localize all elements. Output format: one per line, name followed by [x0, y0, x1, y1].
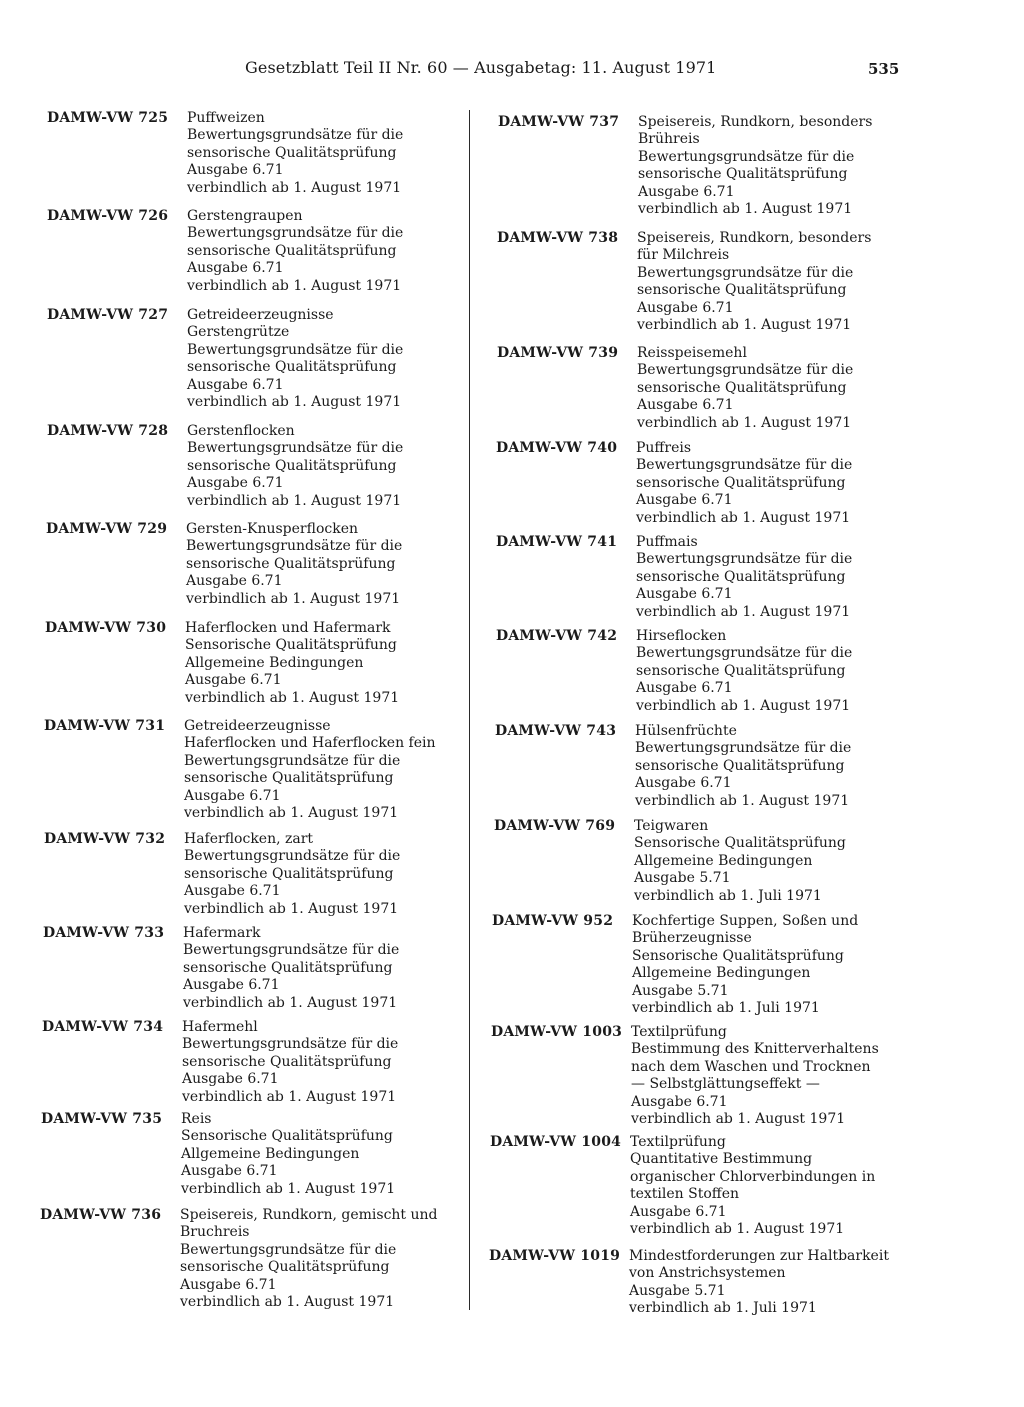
- entry-line: Ausgabe 5.71: [634, 870, 731, 887]
- entry-line: Bewertungsgrundsätze für die: [187, 341, 404, 358]
- entry-title: Haferflocken und Hafermark: [185, 620, 391, 636]
- entry-line: sensorische Qualitätsprüfung: [637, 379, 847, 396]
- entry-code: DAMW-VW 1004: [490, 1134, 622, 1150]
- page-header: [0, 56, 1024, 86]
- entry-title: Gerstenflocken: [187, 423, 295, 439]
- entry-code: DAMW-VW 730: [45, 620, 167, 636]
- entry-title: Hafermehl: [182, 1019, 258, 1035]
- entry-line: verbindlich ab 1. August 1971: [186, 590, 401, 607]
- entry-code: DAMW-VW 727: [47, 307, 169, 323]
- entry-line: verbindlich ab 1. August 1971: [638, 201, 853, 218]
- entry-title: Speisereis, Rundkorn, besonders: [638, 114, 873, 130]
- entry-description: [186, 521, 476, 608]
- entry-title: Puffreis: [636, 440, 692, 456]
- entry-line: verbindlich ab 1. August 1971: [185, 689, 400, 706]
- entry-description: [632, 913, 932, 1017]
- entry-line: Bewertungsgrundsätze für die: [638, 148, 855, 165]
- entry-line: verbindlich ab 1. August 1971: [187, 179, 402, 196]
- entry-title: Hülsenfrüchte: [635, 723, 737, 739]
- entry-line: Bewertungsgrundsätze für die: [184, 848, 401, 865]
- entry-line: Allgemeine Bedingungen: [632, 965, 811, 982]
- entry-line: Ausgabe 5.71: [629, 1282, 726, 1299]
- entry-code: DAMW-VW 734: [42, 1019, 164, 1035]
- entry-title: Textilprüfung: [631, 1024, 727, 1040]
- entry-line: Ausgabe 6.71: [184, 883, 281, 900]
- entry-description: [187, 307, 477, 411]
- entry-line: Ausgabe 6.71: [185, 672, 282, 689]
- entry-line: Bewertungsgrundsätze für die: [637, 362, 854, 379]
- entry-description: [184, 831, 474, 918]
- entry-title: Gersten-Knusperflocken: [186, 521, 359, 537]
- entry-line: von Anstrichsystemen: [629, 1265, 786, 1282]
- entry-description: [637, 230, 937, 334]
- entry-title: Reis: [181, 1111, 212, 1127]
- entry-line: Sensorische Qualitätsprüfung: [634, 835, 846, 852]
- entry-line: Ausgabe 6.71: [187, 475, 284, 492]
- entry-code: DAMW-VW 740: [496, 440, 618, 456]
- entry-description: [630, 1134, 930, 1238]
- entry-line: Ausgabe 6.71: [636, 492, 733, 509]
- entry-line: Ausgabe 6.71: [182, 1071, 279, 1088]
- entry-code: DAMW-VW 735: [41, 1111, 163, 1127]
- entry-line: Quantitative Bestimmung: [630, 1151, 813, 1168]
- entry-line: Bewertungsgrundsätze für die: [184, 752, 401, 769]
- entry-line: Bestimmung des Knitterverhaltens: [631, 1041, 879, 1058]
- entry-line: verbindlich ab 1. August 1971: [184, 805, 399, 822]
- entry-line: verbindlich ab 1. August 1971: [187, 277, 402, 294]
- entry-description: [187, 208, 477, 295]
- entry-line: Bewertungsgrundsätze für die: [636, 645, 853, 662]
- entry-description: [631, 1024, 931, 1128]
- entry-code: DAMW-VW 1019: [489, 1248, 621, 1264]
- entry-line: organischer Chlorverbindungen in: [630, 1168, 876, 1185]
- entry-title: Mindestforderungen zur Haltbarkeit: [629, 1248, 889, 1264]
- entry-line: verbindlich ab 1. August 1971: [637, 414, 852, 431]
- entry-line: verbindlich ab 1. August 1971: [636, 509, 851, 526]
- entry-code: DAMW-VW 1003: [491, 1024, 623, 1040]
- entry-line: sensorische Qualitätsprüfung: [184, 865, 394, 882]
- entry-line: sensorische Qualitätsprüfung: [183, 959, 393, 976]
- entry-line: nach dem Waschen und Trocknen: [631, 1058, 871, 1075]
- entry-title: Kochfertige Suppen, Soßen und: [632, 913, 859, 929]
- header-title: Gesetzblatt Teil II Nr. 60 — Ausgabetag: 11. August 1971: [245, 58, 717, 77]
- entry-title: Gerstengraupen: [187, 208, 303, 224]
- entry-line: Bewertungsgrundsätze für die: [636, 457, 853, 474]
- entry-line: Bewertungsgrundsätze für die: [637, 264, 854, 281]
- entry-description: [636, 440, 936, 527]
- entry-line: verbindlich ab 1. August 1971: [184, 900, 399, 917]
- entry-line: Gerstengrütze: [187, 324, 290, 341]
- entry-description: [629, 1248, 929, 1318]
- entry-description: [185, 620, 475, 707]
- entry-line: verbindlich ab 1. August 1971: [637, 317, 852, 334]
- entry-line: Allgemeine Bedingungen: [185, 654, 364, 671]
- entry-code: DAMW-VW 729: [46, 521, 168, 537]
- entry-line: Allgemeine Bedingungen: [634, 852, 813, 869]
- entry-description: [635, 723, 935, 810]
- entry-line: Bewertungsgrundsätze für die: [636, 551, 853, 568]
- entry-code: DAMW-VW 728: [47, 423, 169, 439]
- entry-line: verbindlich ab 1. August 1971: [636, 697, 851, 714]
- entry-description: [636, 534, 936, 621]
- entry-line: Bewertungsgrundsätze für die: [187, 127, 404, 144]
- entry-line: Bewertungsgrundsätze für die: [182, 1036, 399, 1053]
- entry-line: Bewertungsgrundsätze für die: [183, 942, 400, 959]
- entry-line: Ausgabe 6.71: [631, 1093, 728, 1110]
- entry-line: Ausgabe 6.71: [180, 1276, 277, 1293]
- entry-line: Bewertungsgrundsätze für die: [186, 538, 403, 555]
- entry-line: verbindlich ab 1. Juli 1971: [632, 1000, 820, 1017]
- entry-line: verbindlich ab 1. August 1971: [181, 1180, 396, 1197]
- entry-code: DAMW-VW 736: [40, 1207, 162, 1223]
- entry-description: [637, 345, 937, 432]
- entry-line: Ausgabe 5.71: [632, 982, 729, 999]
- entry-line: — Selbstglättungseffekt —: [631, 1076, 820, 1093]
- entry-line: sensorische Qualitätsprüfung: [636, 474, 846, 491]
- entry-line: Ausgabe 6.71: [186, 573, 283, 590]
- entry-line: verbindlich ab 1. August 1971: [187, 492, 402, 509]
- entry-description: [634, 818, 934, 905]
- entry-line: verbindlich ab 1. August 1971: [182, 1088, 397, 1105]
- entry-title: Hirseflocken: [636, 628, 727, 644]
- entry-description: [182, 1019, 472, 1106]
- entry-code: DAMW-VW 733: [43, 925, 165, 941]
- entry-line: Ausgabe 6.71: [636, 680, 733, 697]
- entry-line: Ausgabe 6.71: [638, 183, 735, 200]
- entry-line: Ausgabe 6.71: [187, 260, 284, 277]
- entry-title: Speisereis, Rundkorn, besonders: [637, 230, 872, 246]
- entry-line: Brühreis: [638, 131, 700, 148]
- entry-code: DAMW-VW 952: [492, 913, 614, 929]
- entry-description: [638, 114, 938, 218]
- entry-line: sensorische Qualitätsprüfung: [636, 662, 846, 679]
- entry-code: DAMW-VW 738: [497, 230, 619, 246]
- entry-line: für Milchreis: [637, 247, 730, 264]
- entry-code: DAMW-VW 769: [494, 818, 616, 834]
- entry-code: DAMW-VW 739: [497, 345, 619, 361]
- entry-line: Ausgabe 6.71: [635, 775, 732, 792]
- entry-line: verbindlich ab 1. August 1971: [635, 792, 850, 809]
- entry-line: Allgemeine Bedingungen: [181, 1145, 360, 1162]
- entry-line: sensorische Qualitätsprüfung: [187, 457, 397, 474]
- entry-code: DAMW-VW 737: [498, 114, 620, 130]
- entry-code: DAMW-VW 732: [44, 831, 166, 847]
- entry-code: DAMW-VW 731: [44, 718, 166, 734]
- entry-title: Reisspeisemehl: [637, 345, 747, 361]
- entry-line: Bewertungsgrundsätze für die: [187, 225, 404, 242]
- entry-line: Bewertungsgrundsätze für die: [635, 740, 852, 757]
- entry-line: Sensorische Qualitätsprüfung: [632, 947, 844, 964]
- entry-line: verbindlich ab 1. Juli 1971: [634, 887, 822, 904]
- entry-line: sensorische Qualitätsprüfung: [637, 282, 847, 299]
- entry-line: verbindlich ab 1. August 1971: [183, 994, 398, 1011]
- entry-line: Bewertungsgrundsätze für die: [180, 1241, 397, 1258]
- entry-line: Ausgabe 6.71: [181, 1163, 278, 1180]
- entry-title: Puffweizen: [187, 110, 265, 126]
- entry-line: verbindlich ab 1. August 1971: [187, 394, 402, 411]
- entry-code: DAMW-VW 725: [47, 110, 169, 126]
- entry-line: sensorische Qualitätsprüfung: [186, 555, 396, 572]
- entry-title: Textilprüfung: [630, 1134, 726, 1150]
- entry-line: Ausgabe 6.71: [630, 1203, 727, 1220]
- entry-line: Ausgabe 6.71: [187, 162, 284, 179]
- page-number: 535: [868, 60, 900, 78]
- entry-line: Ausgabe 6.71: [637, 299, 734, 316]
- entry-line: verbindlich ab 1. August 1971: [636, 603, 851, 620]
- entry-line: Sensorische Qualitätsprüfung: [185, 637, 397, 654]
- entry-line: verbindlich ab 1. August 1971: [631, 1111, 846, 1128]
- entry-line: sensorische Qualitätsprüfung: [635, 757, 845, 774]
- entry-line: sensorische Qualitätsprüfung: [187, 242, 397, 259]
- entry-line: Ausgabe 6.71: [184, 787, 281, 804]
- entry-description: [636, 628, 936, 715]
- entry-title: Speisereis, Rundkorn, gemischt und: [180, 1207, 438, 1223]
- entry-line: Haferflocken und Haferflocken fein: [184, 735, 436, 752]
- entry-code: DAMW-VW 743: [495, 723, 617, 739]
- entry-code: DAMW-VW 726: [47, 208, 169, 224]
- entry-line: verbindlich ab 1. August 1971: [630, 1221, 845, 1238]
- entry-line: sensorische Qualitätsprüfung: [187, 359, 397, 376]
- entry-title: Haferflocken, zart: [184, 831, 314, 847]
- entry-line: verbindlich ab 1. Juli 1971: [629, 1300, 817, 1317]
- entry-line: sensorische Qualitätsprüfung: [187, 144, 397, 161]
- entry-description: [187, 423, 477, 510]
- entry-line: Ausgabe 6.71: [636, 586, 733, 603]
- entry-line: sensorische Qualitätsprüfung: [636, 568, 846, 585]
- entry-line: Bruchreis: [180, 1224, 250, 1241]
- entry-line: Brüherzeugnisse: [632, 930, 752, 947]
- entry-code: DAMW-VW 742: [496, 628, 618, 644]
- entry-title: Getreideerzeugnisse: [184, 718, 331, 734]
- entry-line: Bewertungsgrundsätze für die: [187, 440, 404, 457]
- entry-description: [180, 1207, 470, 1311]
- entry-line: Ausgabe 6.71: [187, 376, 284, 393]
- entry-line: sensorische Qualitätsprüfung: [638, 166, 848, 183]
- entry-description: [181, 1111, 471, 1198]
- entry-line: sensorische Qualitätsprüfung: [182, 1053, 392, 1070]
- entry-line: Ausgabe 6.71: [637, 397, 734, 414]
- entry-line: sensorische Qualitätsprüfung: [184, 770, 394, 787]
- entry-description: [183, 925, 473, 1012]
- entry-line: Sensorische Qualitätsprüfung: [181, 1128, 393, 1145]
- entry-description: [187, 110, 477, 197]
- entry-description: [184, 718, 474, 822]
- entry-code: DAMW-VW 741: [496, 534, 618, 550]
- entry-title: Teigwaren: [634, 818, 709, 834]
- entry-line: verbindlich ab 1. August 1971: [180, 1294, 395, 1311]
- entry-title: Getreideerzeugnisse: [187, 307, 334, 323]
- entry-line: textilen Stoffen: [630, 1186, 740, 1203]
- entry-line: Ausgabe 6.71: [183, 977, 280, 994]
- entry-title: Hafermark: [183, 925, 261, 941]
- entry-line: sensorische Qualitätsprüfung: [180, 1259, 390, 1276]
- entry-title: Puffmais: [636, 534, 698, 550]
